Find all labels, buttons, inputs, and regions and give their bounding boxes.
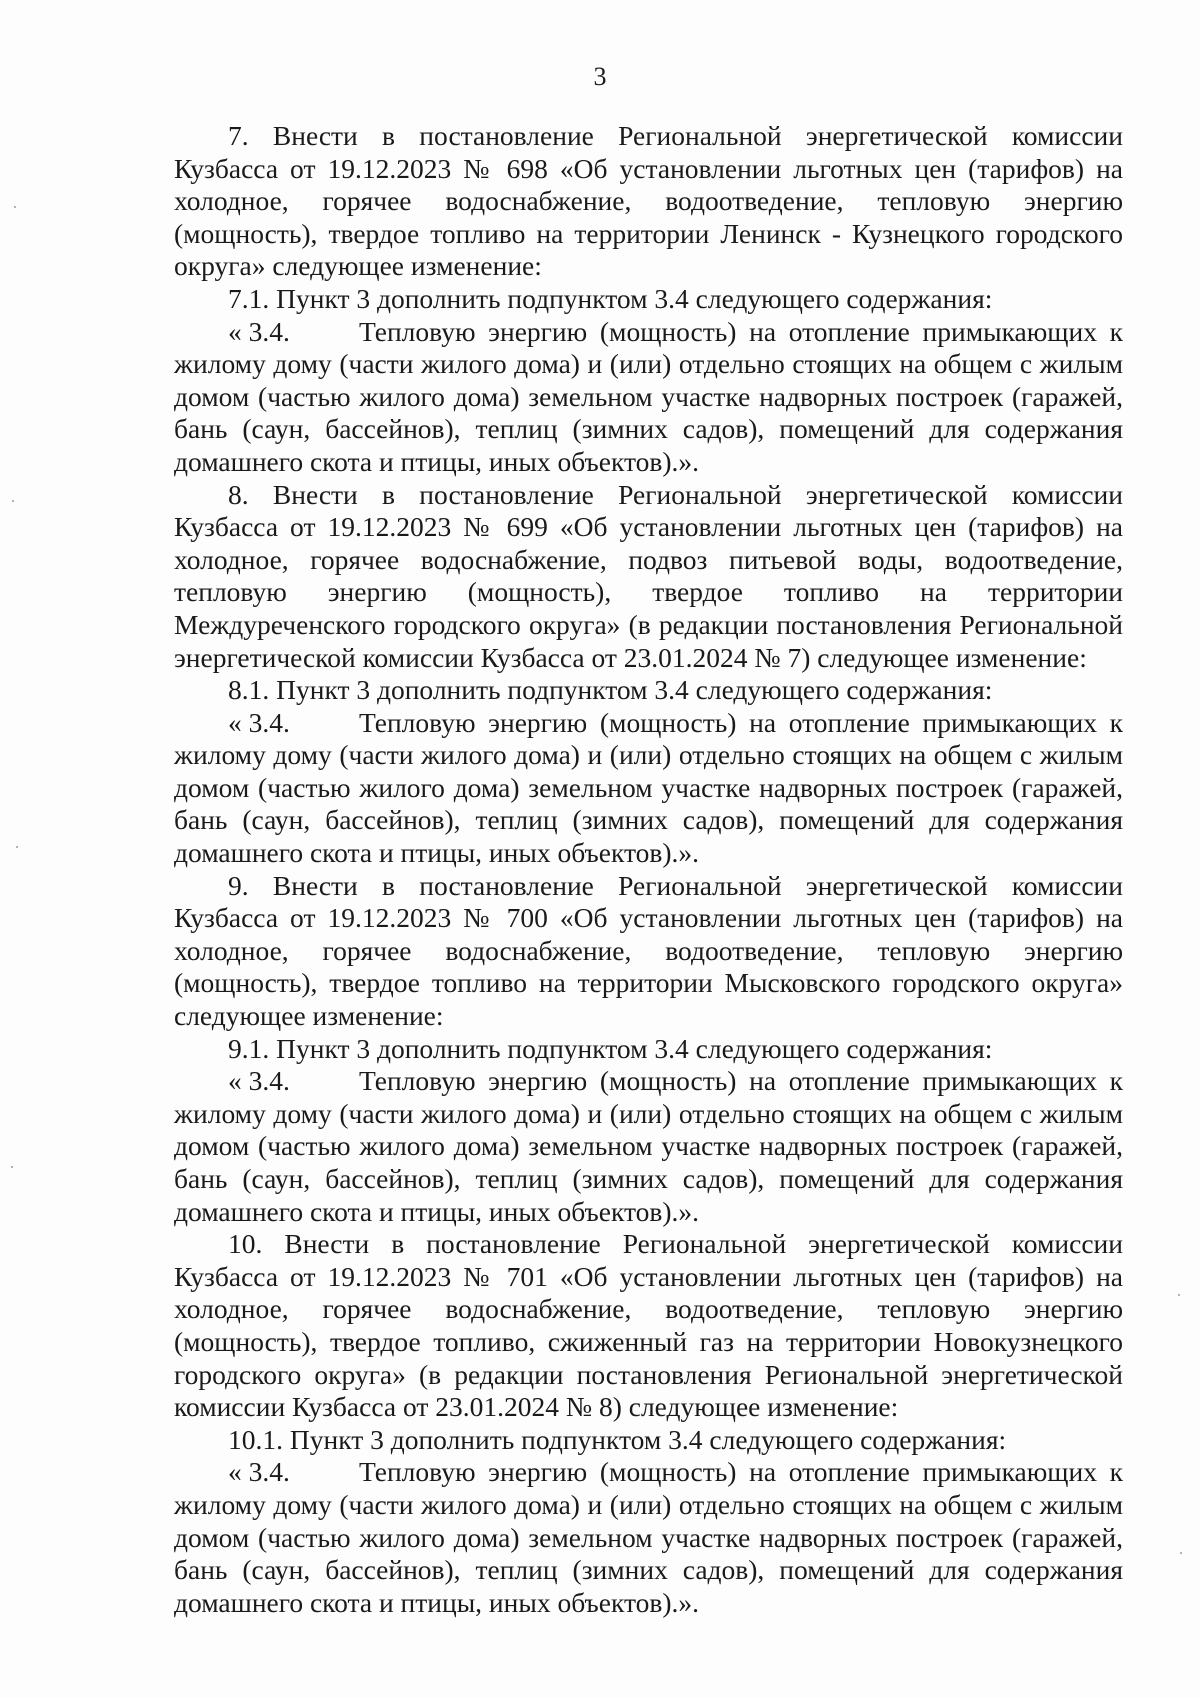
clause-8 xyxy=(174,479,1123,870)
scan-speck xyxy=(1178,1294,1180,1296)
clause-10 xyxy=(174,1228,1123,1619)
clause-quote xyxy=(174,1456,1123,1619)
scan-speck xyxy=(16,846,18,848)
clause-lead: 8. Внести в постановление Региональной энергетической комиссии Кузбасса от 19.12.2023 № 699 «Об установлении льготных цен (тарифов) на холодное, горячее водоснабжение, подвоз питьевой воды, водоотведение, тепловую энергию (мощность), твердое топливо на территории Междуреченского городского округа» (в редакции постановления Региональной энергетической комиссии Кузбасса от 23.01.2024 № 7) следующее изменение: xyxy=(174,478,1123,673)
clause-subpoint: 10.1. Пункт 3 дополнить подпунктом 3.4 следующего содержания: xyxy=(228,1423,1007,1455)
clause-lead: 9. Внести в постановление Региональной энергетической комиссии Кузбасса от 19.12.2023 № 700 «Об установлении льготных цен (тарифов) на холодное, горячее водоснабжение, водоотведение, тепловую энергию (мощность), твердое топливо на территории Мысковского городского округа» следующее изменение: xyxy=(174,869,1123,1032)
scan-speck xyxy=(12,500,14,502)
scan-speck xyxy=(14,206,16,208)
quote-number: « 3.4. xyxy=(228,1065,290,1097)
quote-number: « 3.4. xyxy=(228,706,290,738)
document-body xyxy=(174,120,1123,1619)
quote-number: « 3.4. xyxy=(228,315,290,347)
clause-lead: 10. Внести в постановление Региональной энергетической комиссии Кузбасса от 19.12.2023 № 701 «Об установлении льготных цен (тарифов) на холодное, горячее водоснабжение, водоотведение, тепловую энергию (мощность), твердое топливо, сжиженный газ на территории Новокузнецкого городского округа» (в редакции постановления Региональной энергетической комиссии Кузбасса от 23.01.2024 № 8) следующее изменение: xyxy=(174,1228,1123,1423)
clause-quote xyxy=(174,316,1123,479)
scan-speck xyxy=(11,1166,13,1168)
quote-text: Тепловую энергию (мощность) на отопление примыкающих к жилому дому (части жилого дома) и (или) отдельно стоящих на общем с жилым домом (частью жилого дома) земельном участке надворных построек (гаражей, бань (саун, бассейнов), теплиц (зимних садов), помещений для содержания домашнего скота и птицы, иных объектов).». xyxy=(174,706,1123,869)
clause-7 xyxy=(174,120,1123,479)
quote-text: Тепловую энергию (мощность) на отопление примыкающих к жилому дому (части жилого дома) и (или) отдельно стоящих на общем с жилым домом (частью жилого дома) земельном участке надворных построек (гаражей, бань (саун, бассейнов), теплиц (зимних садов), помещений для содержания домашнего скота и птицы, иных объектов).». xyxy=(174,315,1123,477)
clause-subpoint: 7.1. Пункт 3 дополнить подпунктом 3.4 следующего содержания: xyxy=(228,282,993,314)
quote-text: Тепловую энергию (мощность) на отопление примыкающих к жилому дому (части жилого дома) и (или) отдельно стоящих на общем с жилым домом (частью жилого дома) земельном участке надворных построек (гаражей, бань (саун, бассейнов), теплиц (зимних садов), помещений для содержания домашнего скота и птицы, иных объектов).». xyxy=(174,1456,1123,1618)
clause-lead: 7. Внести в постановление Региональной энергетической комиссии Кузбасса от 19.12.2023 № 698 «Об установлении льготных цен (тарифов) на холодное, горячее водоснабжение, водоотведение, тепловую энергию (мощность), твердое топливо на территории Ленинск - Кузнецкого городского округа» следующее изменение: xyxy=(174,120,1123,282)
scan-speck xyxy=(1180,1552,1182,1554)
clause-subpoint: 8.1. Пункт 3 дополнить подпунктом 3.4 следующего содержания: xyxy=(228,674,993,706)
clause-subpoint: 9.1. Пункт 3 дополнить подпунктом 3.4 следующего содержания: xyxy=(228,1032,993,1064)
page-number: 3 xyxy=(593,62,607,91)
clause-quote xyxy=(174,1065,1123,1228)
quote-text: Тепловую энергию (мощность) на отопление примыкающих к жилому дому (части жилого дома) и (или) отдельно стоящих на общем с жилым домом (частью жилого дома) земельном участке надворных построек (гаражей, бань (саун, бассейнов), теплиц (зимних садов), помещений для содержания домашнего скота и птицы, иных объектов).». xyxy=(174,1065,1123,1227)
clause-9 xyxy=(174,870,1123,1229)
quote-number: « 3.4. xyxy=(228,1456,290,1488)
clause-quote xyxy=(174,707,1123,870)
